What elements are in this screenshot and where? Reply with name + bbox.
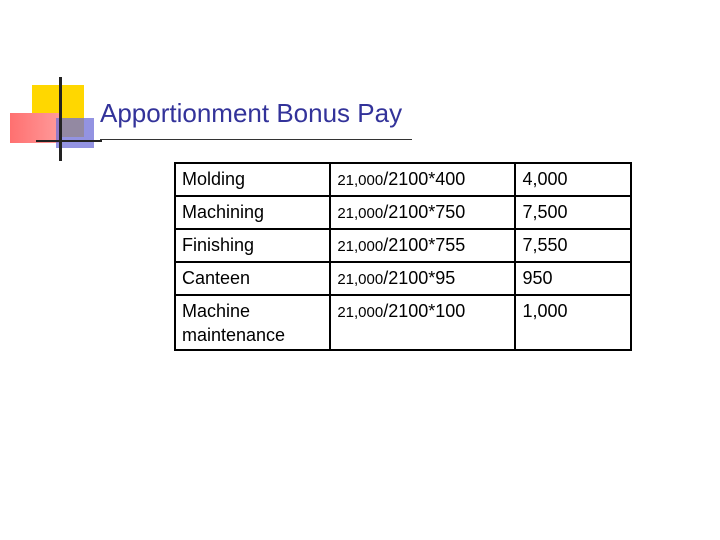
amount-cell: 7,550	[515, 229, 631, 262]
amount-cell: 7,500	[515, 196, 631, 229]
slide-title: Apportionment Bonus Pay	[100, 98, 403, 128]
department-cell: Machine maintenance	[175, 295, 330, 350]
formula-prefix: 21,000	[337, 304, 384, 321]
formula-rest: /2100*100	[383, 301, 466, 321]
department-cell: Canteen	[175, 262, 330, 295]
apportionment-table	[174, 162, 632, 351]
formula-prefix: 21,000	[337, 205, 384, 222]
formula-cell	[330, 163, 515, 196]
formula-cell	[330, 262, 515, 295]
formula-prefix: 21,000	[337, 238, 384, 255]
formula-prefix: 21,000	[337, 271, 384, 288]
table-row	[175, 262, 631, 295]
department-cell: Molding	[175, 163, 330, 196]
table-row	[175, 295, 631, 350]
table-row	[175, 196, 631, 229]
title-ornament-vertical-line	[59, 77, 62, 161]
formula-prefix: 21,000	[337, 172, 384, 189]
amount-cell: 4,000	[515, 163, 631, 196]
formula-rest: /2100*755	[383, 235, 466, 255]
formula-cell	[330, 229, 515, 262]
department-cell: Finishing	[175, 229, 330, 262]
formula-rest: /2100*95	[383, 268, 456, 288]
formula-rest: /2100*750	[383, 202, 466, 222]
title-underline	[100, 139, 412, 140]
amount-cell: 1,000	[515, 295, 631, 350]
title-ornament-horizontal-line	[36, 140, 102, 142]
amount-cell: 950	[515, 262, 631, 295]
formula-rest: /2100*400	[383, 169, 466, 189]
formula-cell	[330, 295, 515, 350]
department-cell: Machining	[175, 196, 330, 229]
table-row	[175, 229, 631, 262]
table-row	[175, 163, 631, 196]
formula-cell	[330, 196, 515, 229]
title-ornament-red-bar	[10, 113, 60, 143]
